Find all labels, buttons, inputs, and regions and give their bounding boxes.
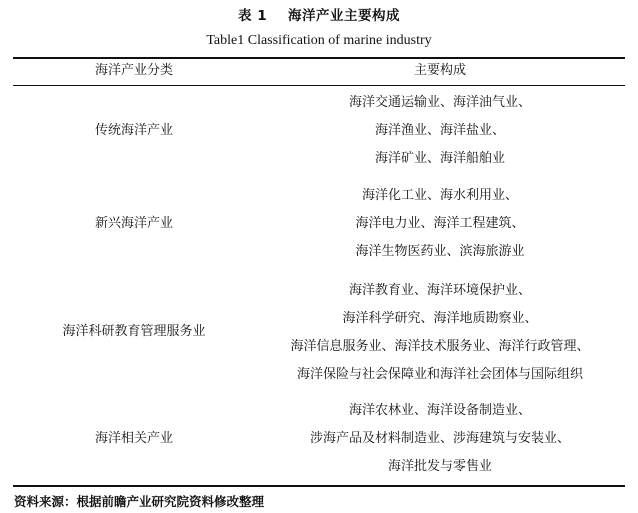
item-line: 海洋生物医药业、滨海旅游业 — [355, 244, 525, 259]
category-cell: 海洋科研教育管理服务业 — [62, 324, 206, 339]
item-line: 海洋教育业、海洋环境保护业、 — [348, 283, 531, 298]
source-note: 资料来源：根据前瞻产业研究院资料修改整理 — [14, 494, 265, 509]
category-cell: 传统海洋产业 — [94, 123, 173, 138]
item-line: 涉海产品及材料制造业、涉海建筑与安装业、 — [309, 431, 570, 446]
item-line: 海洋科学研究、海洋地质勘察业、 — [342, 311, 538, 326]
category-cell: 海洋相关产业 — [94, 431, 173, 446]
header-cell-category: 海洋产业分类 — [94, 63, 173, 78]
item-line: 海洋电力业、海洋工程建筑、 — [355, 216, 525, 231]
item-line: 海洋信息服务业、海洋技术服务业、海洋行政管理、 — [290, 339, 590, 354]
table-title-cn: 表 1 海洋产业主要构成 — [238, 8, 400, 24]
items-cell — [255, 282, 625, 394]
item-line: 海洋化工业、海水利用业、 — [361, 188, 518, 203]
item-line: 海洋农林业、海洋设备制造业、 — [348, 403, 531, 418]
table-bottom-rule — [13, 485, 625, 487]
table-title-en: Table1 Classification of marine industry — [206, 33, 432, 48]
items-cell — [255, 402, 625, 486]
item-line: 海洋批发与零售业 — [387, 459, 492, 474]
items-cell — [255, 94, 625, 178]
table-top-rule — [13, 57, 625, 59]
header-cell-composition: 主要构成 — [413, 63, 466, 78]
table-header-rule — [13, 85, 625, 86]
item-line: 海洋矿业、海洋船舶业 — [374, 151, 505, 166]
item-line: 海洋保险与社会保障业和海洋社会团体与国际组织 — [296, 367, 583, 382]
item-line: 海洋交通运输业、海洋油气业、 — [348, 95, 531, 110]
items-cell — [255, 187, 625, 271]
category-cell: 新兴海洋产业 — [94, 216, 173, 231]
item-line: 海洋渔业、海洋盐业、 — [374, 123, 505, 138]
